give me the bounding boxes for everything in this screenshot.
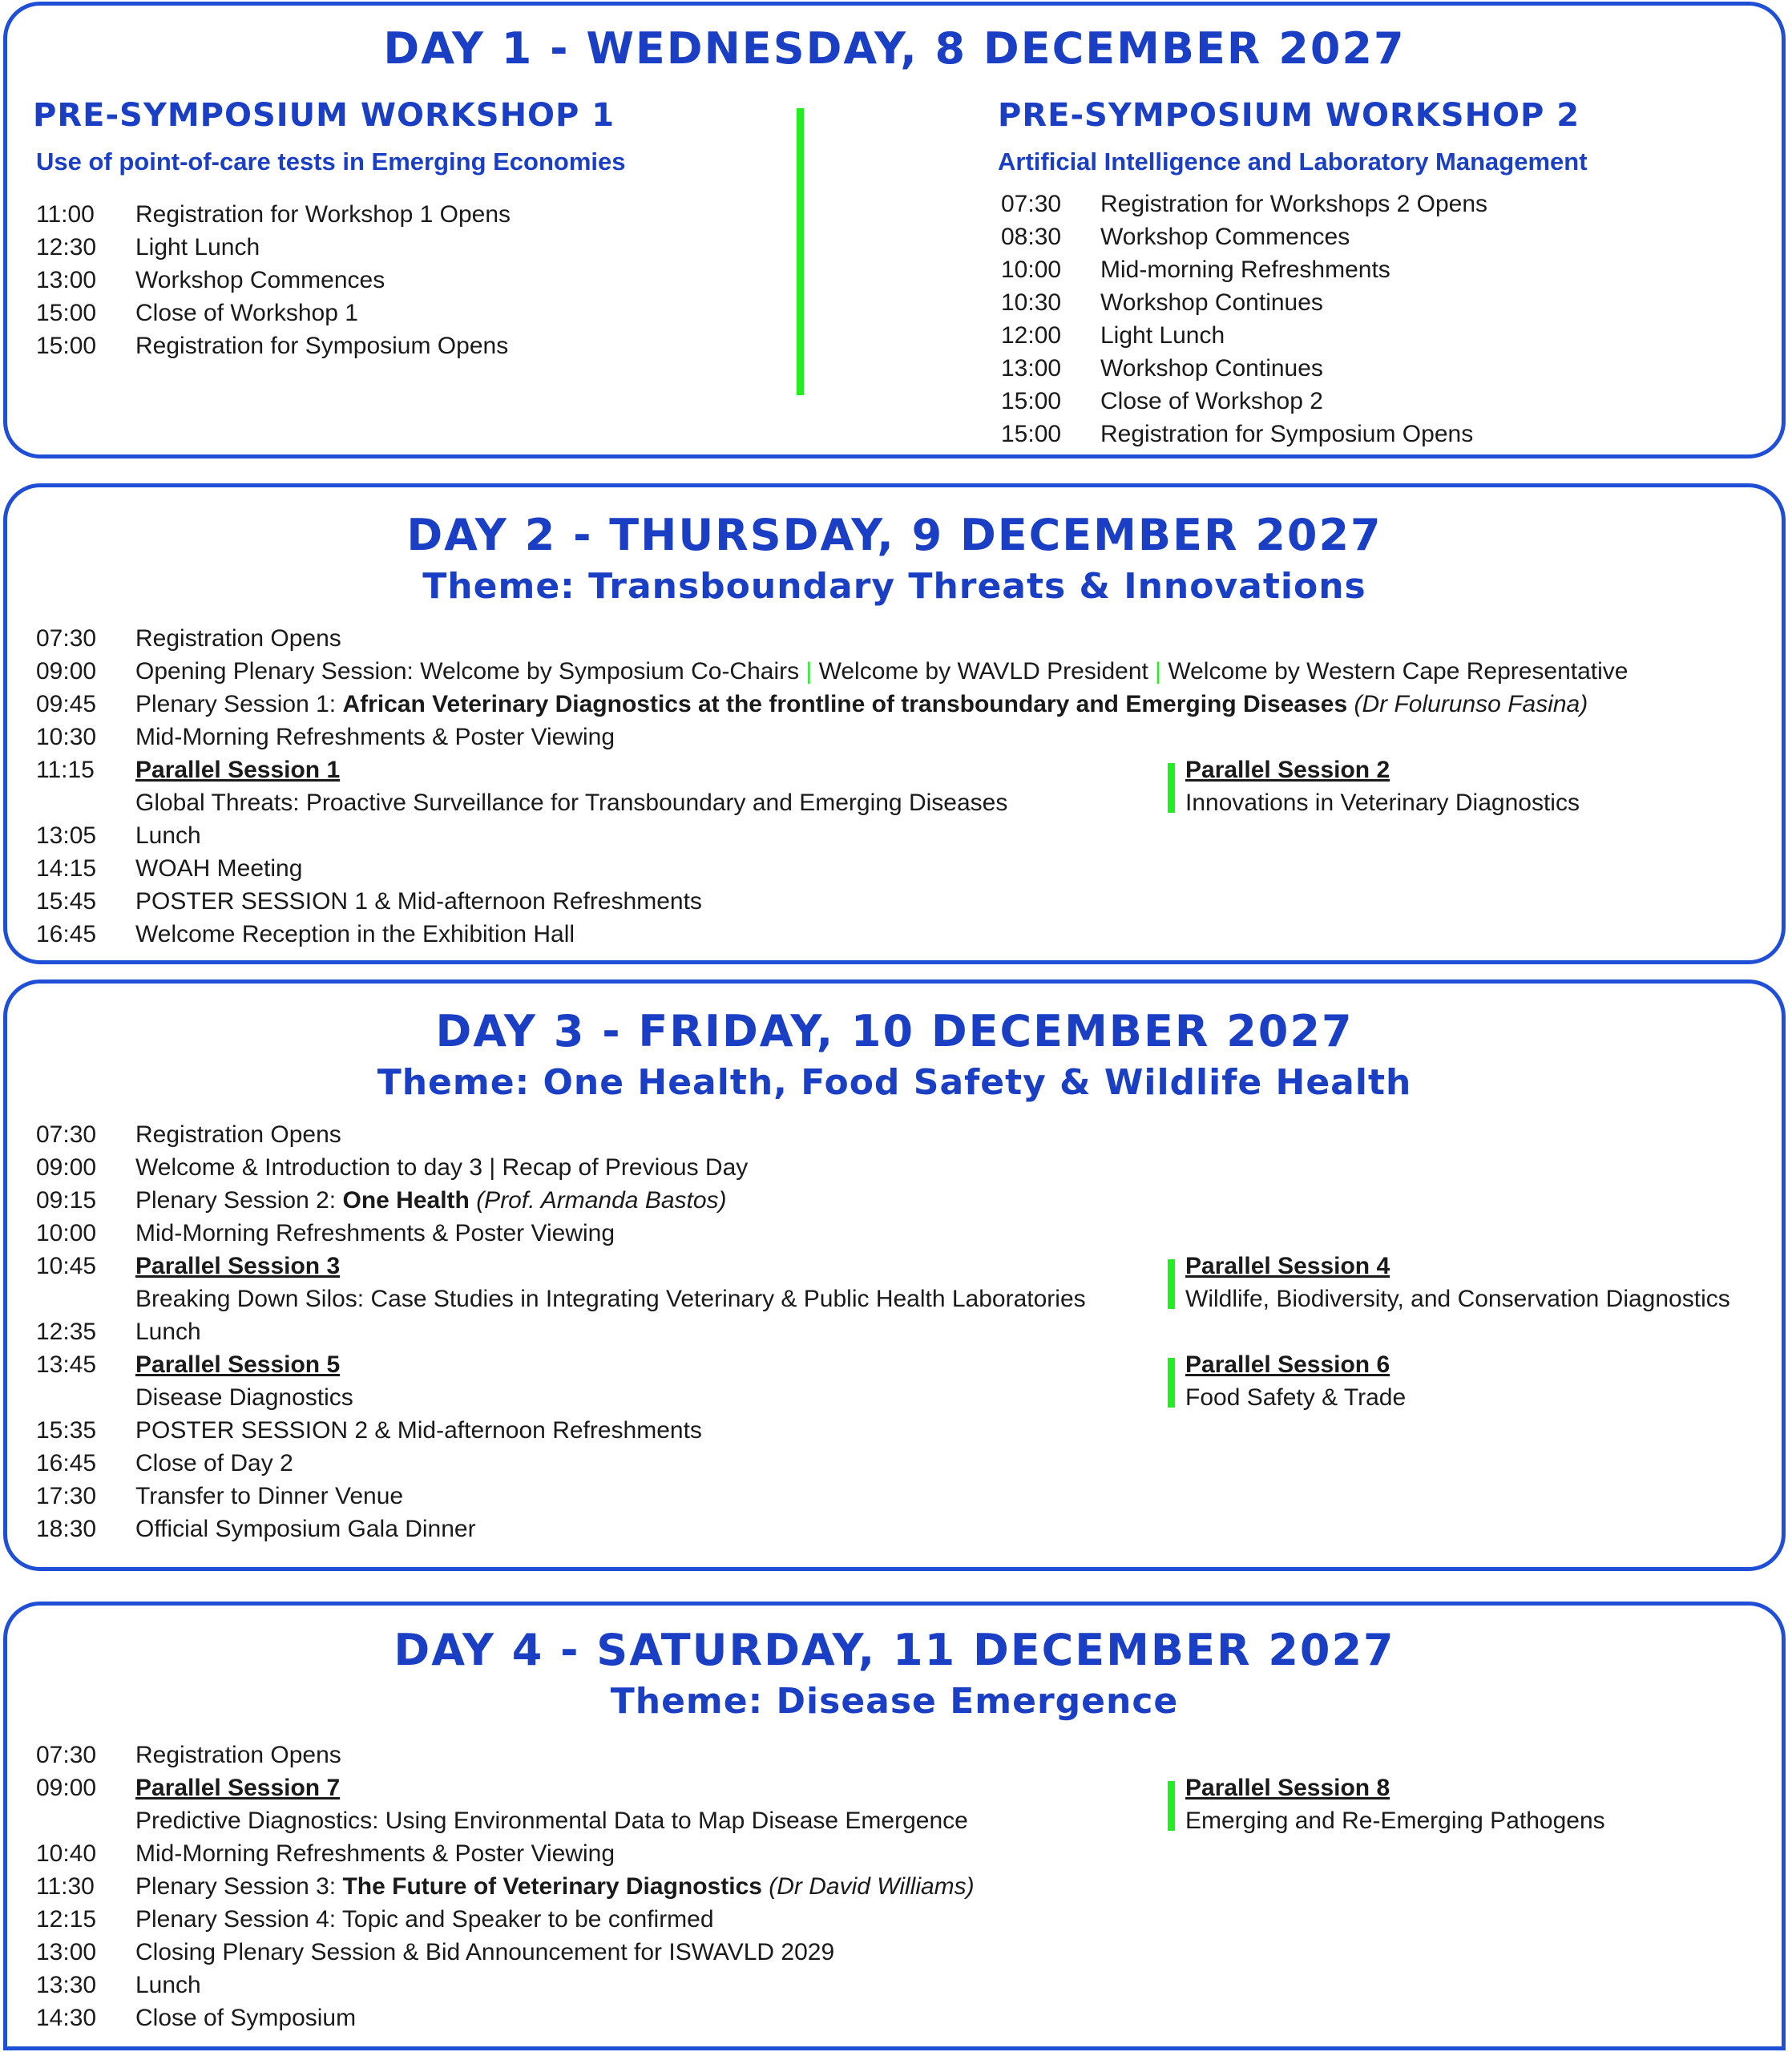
parallel-session-heading: Parallel Session 2 — [1185, 757, 1390, 783]
time: 10:00 — [1001, 256, 1062, 283]
time: 12:30 — [36, 234, 97, 261]
parallel-session-topic: Disease Diagnostics — [135, 1384, 353, 1411]
time: 14:15 — [36, 855, 97, 882]
parallel-session-heading: Parallel Session 6 — [1185, 1351, 1390, 1378]
time: 09:15 — [36, 1187, 97, 1214]
session-title: The Future of Veterinary Diagnostics — [342, 1873, 762, 1900]
time: 10:40 — [36, 1840, 97, 1867]
parallel-session-heading: Parallel Session 3 — [135, 1253, 341, 1279]
parallel-session-topic: Breaking Down Silos: Case Studies in Integrating Veterinary & Public Health Laboratories — [135, 1286, 1086, 1312]
time: 10:45 — [36, 1253, 97, 1279]
separator: | — [805, 658, 813, 685]
desc: Plenary Session 4: Topic and Speaker to be confirmed — [135, 1906, 714, 1933]
parallel-marker — [1168, 1358, 1175, 1408]
desc-part: Welcome by Western Cape Representative — [1161, 658, 1629, 685]
desc: Workshop Commences — [135, 267, 385, 293]
time: 13:30 — [36, 1972, 97, 1998]
desc: Transfer to Dinner Venue — [135, 1483, 404, 1509]
parallel-session-heading: Parallel Session 4 — [1185, 1253, 1390, 1279]
time: 11:30 — [36, 1873, 95, 1900]
desc: Workshop Continues — [1100, 289, 1323, 316]
session-title: African Veterinary Diagnostics at the frontline of transboundary and Emerging Diseases — [342, 691, 1348, 717]
time: 13:45 — [36, 1351, 97, 1378]
time: 13:00 — [36, 267, 97, 293]
parallel-session-8 — [1185, 1771, 1605, 1837]
day2-panel — [3, 483, 1786, 964]
desc-part: Opening Plenary Session: Welcome by Symposium Co-Chairs — [135, 658, 806, 685]
day1-panel — [3, 2, 1786, 458]
time: 10:30 — [1001, 289, 1062, 316]
day2-title: DAY 2 - THURSDAY, 9 DECEMBER 2027 — [406, 510, 1382, 560]
time: 16:45 — [36, 921, 97, 947]
time: 07:30 — [36, 625, 97, 652]
desc: Registration for Symposium Opens — [1100, 421, 1474, 447]
workshop2-subtitle: Artificial Intelligence and Laboratory Management — [998, 147, 1588, 176]
time: 11:00 — [36, 201, 95, 228]
time: 15:00 — [36, 333, 97, 359]
desc: Mid-Morning Refreshments & Poster Viewing — [135, 724, 615, 750]
workshop1-title: PRE-SYMPOSIUM WORKSHOP 1 — [33, 97, 615, 134]
session-title: One Health — [342, 1187, 470, 1214]
parallel-session-6 — [1185, 1348, 1406, 1414]
desc: Registration for Workshops 2 Opens — [1100, 191, 1488, 217]
desc: WOAH Meeting — [135, 855, 303, 882]
day3-title: DAY 3 - FRIDAY, 10 DECEMBER 2027 — [435, 1006, 1354, 1056]
parallel-marker — [1168, 1259, 1175, 1309]
desc: Registration Opens — [135, 1121, 341, 1148]
desc: Welcome Reception in the Exhibition Hall — [135, 921, 575, 947]
time: 10:00 — [36, 1220, 97, 1246]
day1-title: DAY 1 - WEDNESDAY, 8 DECEMBER 2027 — [383, 23, 1406, 74]
day4-title: DAY 4 - SATURDAY, 11 DECEMBER 2027 — [394, 1625, 1395, 1675]
desc: Registration Opens — [135, 625, 341, 652]
desc: Closing Plenary Session & Bid Announcement for ISWAVLD 2029 — [135, 1939, 835, 1965]
parallel-session-topic: Global Threats: Proactive Surveillance for Transboundary and Emerging Diseases — [135, 790, 1008, 816]
parallel-marker — [1168, 1781, 1175, 1831]
desc: Workshop Commences — [1100, 224, 1350, 250]
time: 13:05 — [36, 822, 97, 849]
separator: | — [1155, 658, 1161, 685]
desc — [135, 1870, 975, 1903]
time: 07:30 — [1001, 191, 1062, 217]
time: 15:45 — [36, 888, 97, 915]
desc: Close of Workshop 2 — [1100, 388, 1323, 414]
time: 09:00 — [36, 658, 97, 685]
desc: Light Lunch — [1100, 322, 1225, 349]
desc — [135, 1184, 727, 1217]
time: 11:15 — [36, 757, 95, 783]
desc: Close of Day 2 — [135, 1450, 293, 1476]
desc: Registration for Workshop 1 Opens — [135, 201, 511, 228]
desc-part: Plenary Session 3: — [135, 1873, 343, 1900]
divider — [797, 108, 804, 395]
parallel-session-heading: Parallel Session 7 — [135, 1775, 341, 1801]
desc: Lunch — [135, 1972, 201, 1998]
desc: Mid-morning Refreshments — [1100, 256, 1390, 283]
desc-part: Welcome by WAVLD President — [812, 658, 1156, 685]
desc: Lunch — [135, 822, 201, 849]
parallel-session-2 — [1185, 753, 1580, 819]
desc: Mid-Morning Refreshments & Poster Viewing — [135, 1220, 615, 1246]
parallel-marker — [1168, 763, 1175, 813]
desc: POSTER SESSION 1 & Mid-afternoon Refreshments — [135, 888, 702, 915]
time: 15:35 — [36, 1417, 97, 1444]
desc-part: Plenary Session 2: — [135, 1187, 343, 1214]
desc — [135, 688, 1588, 721]
time: 17:30 — [36, 1483, 97, 1509]
desc: Registration for Symposium Opens — [135, 333, 509, 359]
time: 10:30 — [36, 724, 97, 750]
desc: Close of Workshop 1 — [135, 300, 358, 326]
desc: Workshop Continues — [1100, 355, 1323, 382]
day4-panel — [3, 1602, 1786, 2050]
speaker: (Dr David Williams) — [761, 1873, 975, 1900]
time: 07:30 — [36, 1742, 97, 1768]
parallel-session-4 — [1185, 1250, 1730, 1315]
desc: Welcome & Introduction to day 3 | Recap of Previous Day — [135, 1154, 749, 1181]
time: 13:00 — [1001, 355, 1062, 382]
day4-theme: Theme: Disease Emergence — [610, 1681, 1179, 1722]
time: 12:35 — [36, 1319, 97, 1345]
desc: POSTER SESSION 2 & Mid-afternoon Refreshments — [135, 1417, 702, 1444]
day3-panel — [3, 980, 1786, 1571]
parallel-session-heading: Parallel Session 8 — [1185, 1775, 1390, 1801]
workshop1-subtitle: Use of point-of-care tests in Emerging Economies — [36, 147, 626, 176]
time: 08:30 — [1001, 224, 1062, 250]
speaker: (Prof. Armanda Bastos) — [469, 1187, 727, 1214]
time: 16:45 — [36, 1450, 97, 1476]
parallel-session-topic: Emerging and Re-Emerging Pathogens — [1185, 1808, 1605, 1834]
time: 09:45 — [36, 691, 97, 717]
time: 15:00 — [1001, 421, 1062, 447]
desc: Lunch — [135, 1319, 201, 1345]
workshop2-title: PRE-SYMPOSIUM WORKSHOP 2 — [998, 97, 1580, 134]
parallel-session-heading: Parallel Session 1 — [135, 757, 341, 783]
desc-part: Plenary Session 1: — [135, 691, 343, 717]
desc — [135, 655, 1629, 688]
parallel-session-topic: Innovations in Veterinary Diagnostics — [1185, 790, 1580, 816]
parallel-session-heading: Parallel Session 5 — [135, 1351, 341, 1378]
time: 12:00 — [1001, 322, 1062, 349]
parallel-session-topic: Wildlife, Biodiversity, and Conservation Diagnostics — [1185, 1286, 1730, 1312]
time: 15:00 — [1001, 388, 1062, 414]
day3-theme: Theme: One Health, Food Safety & Wildlife Health — [377, 1062, 1412, 1103]
desc: Mid-Morning Refreshments & Poster Viewing — [135, 1840, 615, 1867]
time: 18:30 — [36, 1516, 97, 1542]
desc: Registration Opens — [135, 1742, 341, 1768]
time: 15:00 — [36, 300, 97, 326]
desc: Close of Symposium — [135, 2005, 357, 2031]
desc: Official Symposium Gala Dinner — [135, 1516, 476, 1542]
desc: Light Lunch — [135, 234, 260, 261]
day2-theme: Theme: Transboundary Threats & Innovations — [422, 566, 1366, 607]
time: 09:00 — [36, 1154, 97, 1181]
time: 13:00 — [36, 1939, 97, 1965]
speaker: (Dr Folurunso Fasina) — [1347, 691, 1588, 717]
time: 14:30 — [36, 2005, 97, 2031]
time: 12:15 — [36, 1906, 97, 1933]
time: 07:30 — [36, 1121, 97, 1148]
parallel-session-topic: Food Safety & Trade — [1185, 1384, 1407, 1411]
parallel-session-topic: Predictive Diagnostics: Using Environmental Data to Map Disease Emergence — [135, 1808, 968, 1834]
time: 09:00 — [36, 1775, 97, 1801]
